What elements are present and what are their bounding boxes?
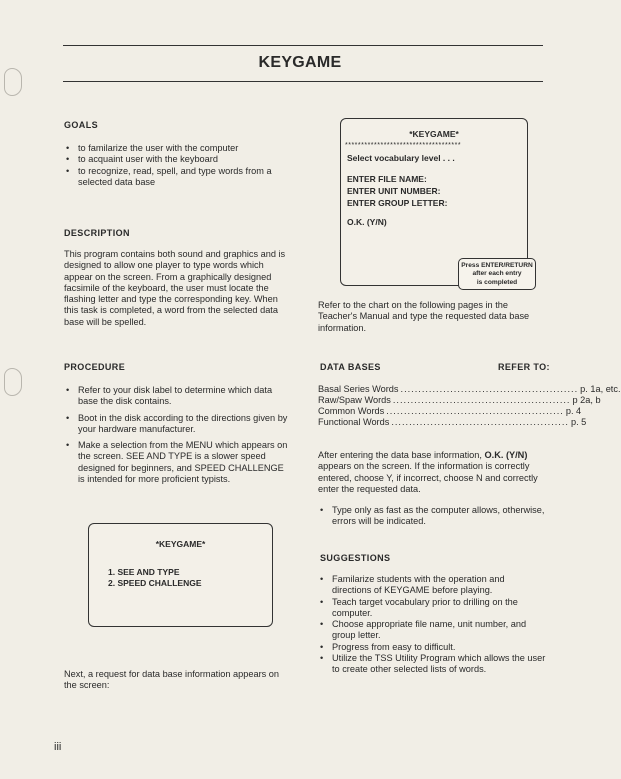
suggestions-list — [318, 574, 546, 676]
refer-to-heading: REFER TO: — [498, 362, 550, 372]
goal-item: • to recognize, read, spell, and type words from a selected data base — [64, 166, 294, 189]
menu-option-speed-challenge: 2. SPEED CHALLENGE — [108, 578, 202, 588]
next-request-text: Next, a request for data base information appears on the screen: — [64, 669, 280, 691]
type-fast-item: • Type only as fast as the computer allows, otherwise, errors will be indicated. — [318, 505, 546, 528]
leader-dots: .................................................. — [392, 395, 571, 405]
vocabulary-prompt: Select vocabulary level . . . — [347, 153, 455, 163]
group-letter-field: ENTER GROUP LETTER: — [347, 198, 448, 208]
callout-line: Press ENTER/RETURN — [461, 262, 533, 269]
procedure-item: • Boot in the disk according to the directions given by your hardware manufacturer. — [64, 413, 292, 436]
after-text-end: appears on the screen. If the information is correctly entered, choose Y, if incorrect, choose N and correctly enter the requested data. — [318, 461, 538, 494]
suggestion-item: • Familarize students with the operation and directions of KEYGAME before playing. — [318, 574, 546, 597]
goals-list — [64, 143, 294, 188]
suggestion-item: • Choose appropriate file name, unit number, and group letter. — [318, 619, 546, 642]
suggestion-item: • Teach target vocabulary prior to drilling on the computer. — [318, 597, 546, 620]
description-heading: DESCRIPTION — [64, 228, 130, 238]
data-base-name: Functional Words — [318, 417, 390, 427]
suggestion-item: • Utilize the TSS Utility Program which allows the user to create other selected lists of words. — [318, 653, 546, 676]
data-base-row — [318, 417, 587, 427]
goals-heading: GOALS — [64, 120, 99, 130]
procedure-list — [64, 385, 292, 485]
data-bases-heading: DATA BASES — [320, 362, 381, 372]
data-base-ref: p. 5 — [570, 417, 587, 427]
goal-item: • to familarize the user with the computer — [64, 143, 294, 154]
page-number: iii — [54, 741, 62, 753]
goal-item: • to acquaint user with the keyboard — [64, 154, 294, 165]
after-text-bold: O.K. (Y/N) — [484, 450, 528, 460]
menu-screen-title: *KEYGAME* — [155, 539, 206, 549]
procedure-item: • Refer to your disk label to determine which data base the disk contains. — [64, 385, 292, 408]
data-base-row — [318, 384, 621, 394]
title-rule — [63, 81, 543, 82]
data-base-row — [318, 406, 582, 416]
callout-line: after each entry — [472, 270, 522, 278]
ok-prompt: O.K. (Y/N) — [347, 217, 387, 227]
binder-hole-middle — [4, 368, 22, 396]
after-text-start: After entering the data base information, — [318, 450, 485, 460]
menu-option-see-and-type: 1. SEE AND TYPE — [108, 567, 180, 577]
page-title: KEYGAME — [258, 54, 342, 71]
unit-number-field: ENTER UNIT NUMBER: — [347, 186, 441, 196]
suggestions-heading: SUGGESTIONS — [320, 553, 391, 563]
data-base-ref: p. 1a, etc. — [580, 384, 621, 394]
asterisk-divider: ************************************ — [345, 142, 462, 149]
file-name-field: ENTER FILE NAME: — [347, 174, 427, 184]
data-base-row — [318, 395, 601, 405]
leader-dots: .................................................. — [400, 384, 579, 394]
data-base-name: Basal Series Words — [318, 384, 399, 394]
procedure-heading: PROCEDURE — [64, 362, 126, 372]
enter-return-callout — [458, 258, 536, 290]
data-base-ref: p 2a, b — [572, 395, 601, 405]
leader-dots: .................................................. — [386, 406, 564, 416]
callout-line: is completed — [476, 278, 518, 286]
description-text: This program contains both sound and graphics and is designed to allow one player to type words which appear on the screen. From a graphically designed facsimile of the keyboard, the user must locate the flashing letter and type the corresponding key. When this task is completed, a word from the selected data base will be spelled. — [64, 249, 286, 327]
leader-dots: .................................................. — [391, 417, 569, 427]
type-fast-note — [318, 505, 546, 528]
after-entering-text — [318, 450, 546, 495]
suggestion-item: • Progress from easy to difficult. — [318, 642, 546, 653]
data-base-name: Common Words — [318, 406, 385, 416]
screen-title: *KEYGAME* — [409, 129, 459, 139]
top-rule — [63, 45, 543, 46]
keygame-menu-screen — [88, 523, 273, 627]
binder-hole-top — [4, 68, 22, 96]
data-base-ref: p. 4 — [565, 406, 582, 416]
procedure-item: • Make a selection from the MENU which appears on the screen. SEE AND TYPE is a slower speed designed for beginners, and SPEED CHALLENGE is intended for more proficient typists. — [64, 440, 292, 485]
refer-text: Refer to the chart on the following pages in the Teacher's Manual and type the requested data base information. — [318, 300, 530, 333]
data-base-name: Raw/Spaw Words — [318, 395, 391, 405]
